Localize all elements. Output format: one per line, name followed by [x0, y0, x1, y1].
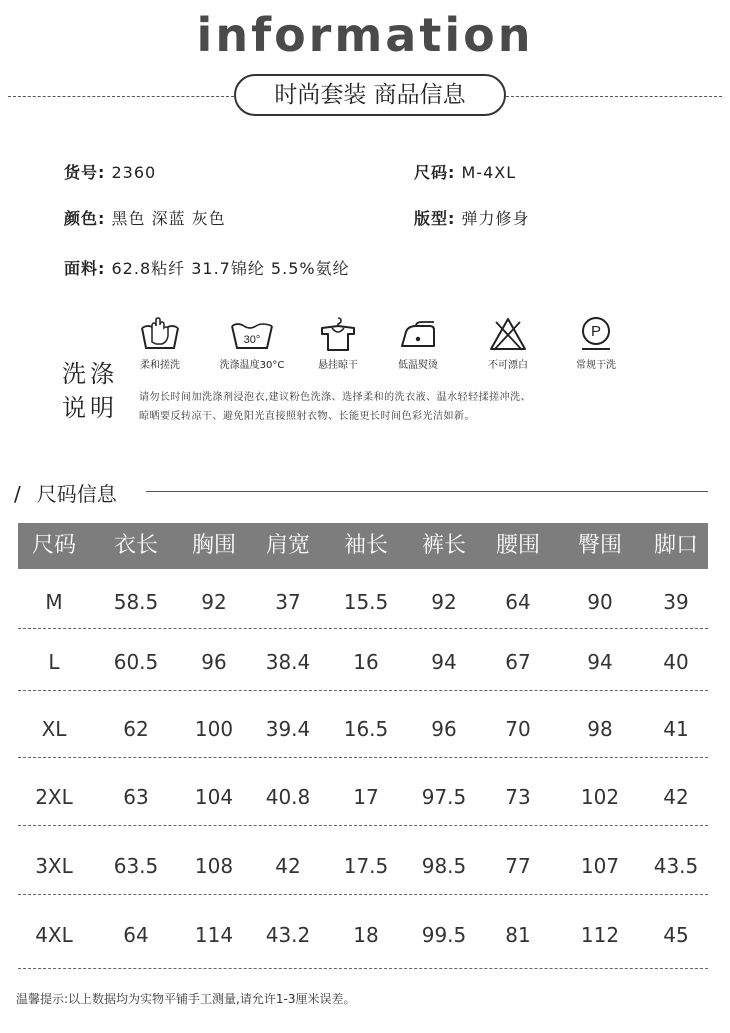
table-cell: 96 — [431, 717, 457, 741]
size-section-title: 尺码信息 — [36, 482, 117, 506]
table-cell: 39.4 — [265, 717, 311, 741]
header-divider-left — [8, 96, 234, 97]
care-item-iron-low — [378, 316, 458, 371]
table-cell: 64 — [505, 590, 531, 614]
table-cell: 39 — [663, 590, 689, 614]
care-title-line1: 洗涤 — [62, 360, 118, 388]
care-label: 悬挂晾干 — [318, 360, 358, 371]
size-value: M-4XL — [461, 163, 517, 182]
table-header-cell: 脚口 — [653, 533, 698, 558]
care-note-line2: 晾晒要反转凉干、避免阳光直接照射衣物、长能更长时间色彩光洁如新。 — [139, 411, 475, 422]
care-label: 洗涤温度30°C — [219, 360, 285, 371]
dry-clean-icon — [576, 316, 616, 352]
table-cell: 40.8 — [265, 785, 311, 809]
table-cell: 60.5 — [113, 650, 159, 674]
wash-30-icon — [228, 316, 276, 352]
item-no-label: 货号: — [64, 163, 106, 182]
dry-clean-letter: P — [590, 323, 602, 340]
table-cell: 94 — [587, 650, 613, 674]
table-cell: 17 — [353, 785, 379, 809]
table-cell: 45 — [663, 923, 689, 947]
table-header-cell: 袖长 — [343, 533, 388, 558]
table-cell: 43.2 — [265, 923, 311, 947]
table-cell: 92 — [201, 590, 227, 614]
table-header-cell: 尺码 — [31, 533, 76, 558]
no-bleach-icon — [488, 316, 528, 352]
table-cell: 15.5 — [343, 590, 389, 614]
table-cell: 94 — [431, 650, 457, 674]
hand-wash-icon — [138, 316, 182, 352]
color-label: 颜色: — [64, 209, 106, 228]
hang-dry-icon — [318, 316, 358, 352]
header-divider-right — [506, 96, 722, 97]
wash-temp-text: 30° — [243, 334, 261, 346]
table-cell: 62 — [123, 717, 149, 741]
table-cell: 64 — [123, 923, 149, 947]
table-cell: 81 — [505, 923, 531, 947]
care-item-hand-wash — [120, 316, 200, 371]
info-item-no — [64, 160, 156, 183]
table-cell: 42 — [663, 785, 689, 809]
care-item-no-bleach — [468, 316, 548, 371]
table-cell: 2XL — [35, 785, 73, 809]
table-header-cell: 衣长 — [113, 533, 158, 558]
care-item-wash-30 — [212, 316, 292, 371]
table-cell: 77 — [505, 854, 531, 878]
table-header-cell: 臀围 — [577, 533, 622, 558]
care-item-dry-clean — [556, 316, 636, 371]
table-cell: 114 — [194, 923, 234, 947]
section-subtitle: 时尚套装 商品信息 — [234, 74, 506, 116]
heading-slash: / — [14, 482, 21, 506]
table-cell: 63.5 — [113, 854, 159, 878]
row-separator — [18, 825, 708, 826]
size-section-heading — [14, 478, 117, 507]
table-cell: L — [48, 650, 60, 674]
table-cell: 3XL — [35, 854, 73, 878]
table-cell: 37 — [275, 590, 301, 614]
item-no-value: 2360 — [111, 163, 157, 182]
table-cell: 42 — [275, 854, 301, 878]
table-cell: 18 — [353, 923, 379, 947]
table-cell: 40 — [663, 650, 689, 674]
table-cell: 43.5 — [653, 854, 699, 878]
table-cell: 108 — [194, 854, 234, 878]
table-cell: 92 — [431, 590, 457, 614]
row-separator — [18, 757, 708, 758]
table-header-cell: 胸围 — [191, 533, 236, 558]
table-header-cell: 肩宽 — [265, 533, 310, 558]
info-fabric — [64, 256, 350, 279]
info-color — [64, 206, 226, 229]
info-size — [414, 160, 516, 183]
iron-low-icon — [396, 316, 440, 352]
table-cell: 99.5 — [421, 923, 467, 947]
table-cell: 97.5 — [421, 785, 467, 809]
fit-label: 版型: — [414, 209, 456, 228]
table-cell: 4XL — [35, 923, 73, 947]
table-cell: 104 — [194, 785, 234, 809]
size-heading-rule — [146, 491, 708, 492]
fabric-label: 面料: — [64, 259, 106, 278]
row-separator — [18, 894, 708, 895]
row-separator — [18, 628, 708, 629]
care-title-line2: 说明 — [62, 394, 118, 422]
table-cell: 102 — [580, 785, 620, 809]
table-cell: 90 — [587, 590, 613, 614]
fit-value: 弹力修身 — [461, 209, 530, 228]
care-label: 柔和搓洗 — [140, 360, 180, 371]
table-header-cell: 裤长 — [421, 533, 466, 558]
table-cell: 100 — [194, 717, 234, 741]
table-cell: 16 — [353, 650, 379, 674]
table-cell: 17.5 — [343, 854, 389, 878]
table-cell: 73 — [505, 785, 531, 809]
table-cell: 107 — [580, 854, 620, 878]
table-cell: 41 — [663, 717, 689, 741]
care-label: 不可漂白 — [488, 360, 528, 371]
table-header-cell: 腰围 — [495, 533, 540, 558]
care-label: 常规干洗 — [576, 360, 616, 371]
page-title: information — [196, 8, 534, 62]
care-label: 低温熨烫 — [398, 360, 438, 371]
footer-note: 温馨提示:以上数据均为实物平铺手工测量,请允许1-3厘米误差。 — [16, 992, 356, 1006]
table-cell: XL — [41, 717, 67, 741]
table-cell: 70 — [505, 717, 531, 741]
info-fit — [414, 206, 530, 229]
size-table-header — [18, 523, 708, 569]
table-cell: 38.4 — [265, 650, 311, 674]
care-note-line1: 请勿长时间加洗涤剂浸泡衣,建议粉色洗涤、选择柔和的洗衣液、温水轻轻揉搓冲洗、 — [139, 392, 532, 403]
table-cell: M — [45, 590, 63, 614]
table-cell: 16.5 — [343, 717, 389, 741]
table-cell: 98 — [587, 717, 613, 741]
table-cell: 58.5 — [113, 590, 159, 614]
table-cell: 96 — [201, 650, 227, 674]
row-separator — [18, 968, 708, 969]
care-item-hang-dry — [298, 316, 378, 371]
fabric-value: 62.8粘纤 31.7锦纶 5.5%氨纶 — [111, 259, 350, 278]
size-label: 尺码: — [414, 163, 456, 182]
row-separator — [18, 690, 708, 691]
table-cell: 67 — [505, 650, 531, 674]
table-cell: 112 — [580, 923, 620, 947]
table-cell: 98.5 — [421, 854, 467, 878]
color-value: 黑色 深蓝 灰色 — [111, 209, 226, 228]
table-cell: 63 — [123, 785, 149, 809]
